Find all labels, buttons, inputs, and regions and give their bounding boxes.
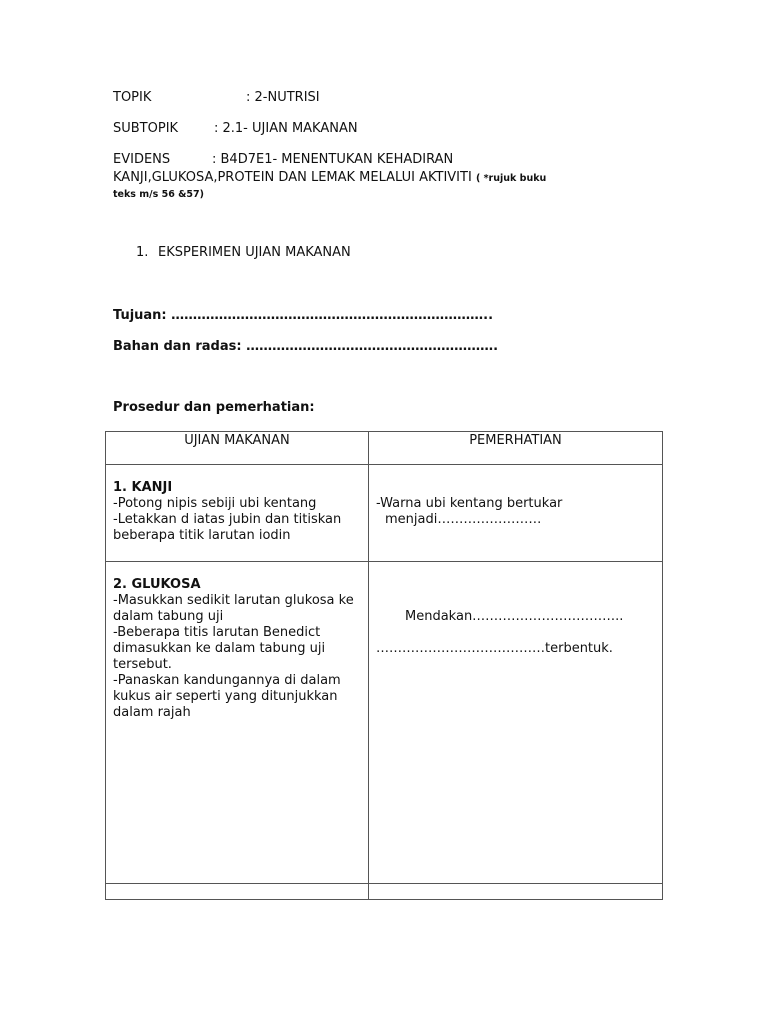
- table-row: [106, 465, 663, 562]
- table-row-empty: [106, 884, 663, 900]
- section-title: EKSPERIMEN UJIAN MAKANAN: [158, 245, 351, 260]
- evidens-line: [113, 152, 453, 168]
- evidens-note-b: teks m/s 56 &57): [113, 189, 204, 200]
- evidens-activities: KANJI,GLUKOSA,PROTEIN DAN LEMAK MELALUI AKTIVITI: [113, 170, 472, 185]
- subtopik-label: SUBTOPIK: [113, 121, 179, 136]
- empty-cell[interactable]: [369, 884, 663, 900]
- observation-blank: menjadi……………………: [385, 512, 542, 527]
- test-cell-glukosa: [106, 562, 369, 884]
- topik-line: [113, 90, 320, 106]
- observation-blank: Mendakan……………………………..: [405, 609, 624, 624]
- step-text: -Letakkan d iatas jubin dan titiskan beberapa titik larutan iodin: [113, 512, 342, 543]
- section-number: 1.: [136, 245, 149, 260]
- section-heading: [136, 245, 351, 261]
- evidens-note-a: ( *rujuk buku: [475, 173, 547, 184]
- evidens-value: : B4D7E1- MENENTUKAN KEHADIRAN: [212, 152, 454, 167]
- observation-text: -Warna ubi kentang bertukar: [376, 496, 563, 511]
- subtopik-value: : 2.1- UJIAN MAKANAN: [214, 121, 358, 136]
- tujuan-field[interactable]: Tujuan: ………………………………………………………………..: [113, 308, 494, 323]
- table-row: [106, 562, 663, 884]
- observation-table: [105, 431, 663, 900]
- subtopik-line: [113, 121, 358, 137]
- step-text: -Masukkan sedikit larutan glukosa ke dalam tabung uji: [113, 593, 354, 624]
- topik-value: : 2-NUTRISI: [246, 90, 320, 105]
- header-pemerhatian: PEMERHATIAN: [369, 432, 663, 465]
- prosedur-label: Prosedur dan pemerhatian:: [113, 400, 315, 415]
- step-text: -Panaskan kandungannya di dalam kukus air seperti yang ditunjukkan dalam rajah: [113, 673, 341, 720]
- topik-label: TOPIK: [113, 90, 152, 105]
- test-title-glukosa: 2. GLUKOSA: [113, 577, 201, 592]
- evidens-line-3: [113, 187, 204, 203]
- step-text: -Potong nipis sebiji ubi kentang: [113, 496, 317, 511]
- step-text: -Beberapa titis larutan Benedict dimasukkan ke dalam tabung uji tersebut.: [113, 625, 326, 672]
- evidens-label: EVIDENS: [113, 152, 171, 167]
- test-cell-kanji: [106, 465, 369, 562]
- evidens-line-2: [113, 170, 546, 187]
- observation-blank: …………………………………terbentuk.: [376, 641, 613, 656]
- observation-cell-kanji[interactable]: [369, 465, 663, 562]
- table-header-row: [106, 432, 663, 465]
- observation-cell-glukosa[interactable]: [369, 562, 663, 884]
- test-title-kanji: 1. KANJI: [113, 480, 173, 495]
- bahan-radas-field[interactable]: Bahan dan radas: ………………………………………………….: [113, 339, 499, 354]
- header-ujian-makanan: UJIAN MAKANAN: [106, 432, 369, 465]
- empty-cell: [106, 884, 369, 900]
